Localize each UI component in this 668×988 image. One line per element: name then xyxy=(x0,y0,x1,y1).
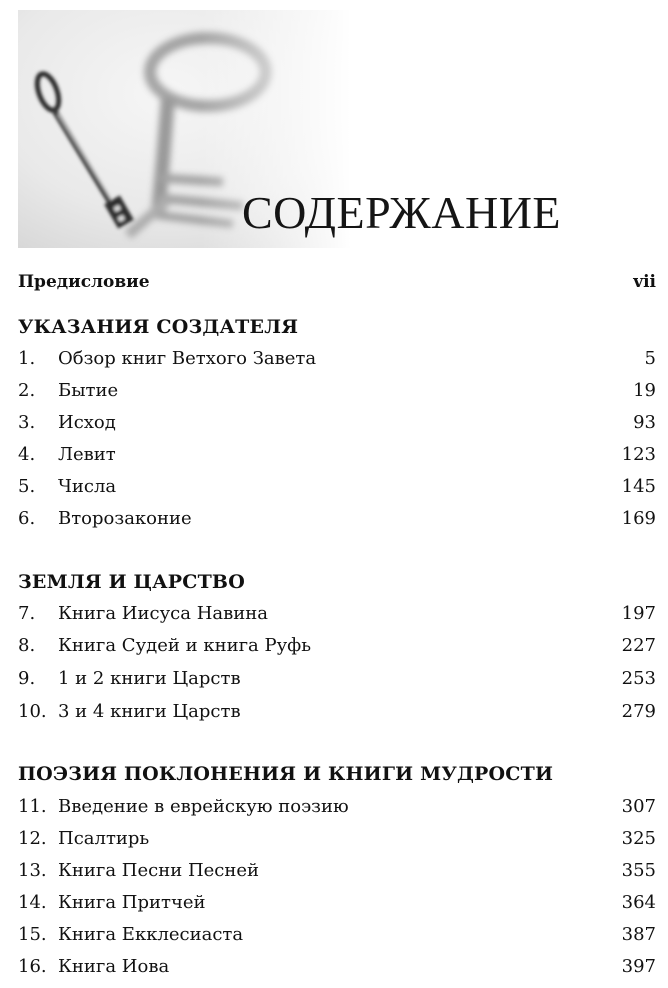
section-heading: ЗЕМЛЯ И ЦАРСТВО xyxy=(18,571,245,593)
toc-entry[interactable] xyxy=(18,377,656,405)
toc-entry-page: 253 xyxy=(621,668,656,689)
toc-entry-number: 7. xyxy=(18,603,36,624)
toc-entry-title: Введение в еврейскую поэзию xyxy=(58,796,349,817)
toc-entry[interactable] xyxy=(18,793,656,821)
toc-entry-title: Книга Песни Песней xyxy=(58,860,260,881)
toc-entry-page: 387 xyxy=(621,924,656,945)
page-title: СОДЕРЖАНИЕ xyxy=(242,187,562,238)
toc-entry-title: 3 и 4 книги Царств xyxy=(58,701,241,722)
toc-entry-title: 1 и 2 книги Царств xyxy=(58,668,241,689)
toc-entry-title: Левит xyxy=(58,444,116,465)
toc-entry-title: Второзаконие xyxy=(58,508,192,529)
toc-entry[interactable] xyxy=(18,409,656,437)
toc-entry-number: 8. xyxy=(18,635,36,656)
toc-entry-title: Обзор книг Ветхого Завета xyxy=(58,348,317,369)
toc-entry[interactable] xyxy=(18,825,656,853)
toc-entry-number: 14. xyxy=(18,892,47,913)
toc-entry[interactable] xyxy=(18,600,656,628)
toc-entry-number: 15. xyxy=(18,924,47,945)
toc-entry-number: 10. xyxy=(18,701,47,722)
toc-entry-title: Числа xyxy=(58,476,117,497)
toc-entry-page: 279 xyxy=(621,701,656,722)
toc-entry-page: 307 xyxy=(621,796,656,817)
toc-entry-title: Книга Судей и книга Руфь xyxy=(58,635,312,656)
toc-entry-page: 93 xyxy=(633,412,656,433)
toc-entry-number: 6. xyxy=(18,508,36,529)
toc-entry-title: Книга Екклесиаста xyxy=(58,924,244,945)
toc-entry[interactable] xyxy=(18,441,656,469)
toc-entry-page: 169 xyxy=(621,508,656,529)
section-heading: УКАЗАНИЯ СОЗДАТЕЛЯ xyxy=(18,316,299,338)
toc-entry-number: 11. xyxy=(18,796,47,817)
toc-entry-page: 227 xyxy=(621,635,656,656)
toc-entry-page: 145 xyxy=(621,476,656,497)
toc-entry-title: Бытие xyxy=(58,380,119,401)
section-heading: ПОЭЗИЯ ПОКЛОНЕНИЯ И КНИГИ МУДРОСТИ xyxy=(18,763,554,785)
toc-entry-title: Исход xyxy=(58,412,116,433)
toc-entry-title: Книга Иова xyxy=(58,956,170,977)
toc-entry-page: 5 xyxy=(644,348,656,369)
toc-entry-preface[interactable] xyxy=(18,268,656,296)
toc-entry[interactable] xyxy=(18,505,656,533)
toc-entry-title: Книга Притчей xyxy=(58,892,206,913)
toc-entry-number: 12. xyxy=(18,828,47,849)
toc-entry-number: 5. xyxy=(18,476,36,497)
toc-entry[interactable] xyxy=(18,632,656,660)
toc-entry[interactable] xyxy=(18,345,656,373)
toc-entry-page: vii xyxy=(633,272,656,292)
toc-entry[interactable] xyxy=(18,889,656,917)
toc-entry-page: 197 xyxy=(621,603,656,624)
toc-entry-title: Книга Иисуса Навина xyxy=(58,603,268,624)
toc-entry[interactable] xyxy=(18,857,656,885)
toc-entry-number: 3. xyxy=(18,412,36,433)
toc-entry-page: 397 xyxy=(621,956,656,977)
toc-entry[interactable] xyxy=(18,953,656,981)
toc-entry-title: Псалтирь xyxy=(58,828,150,849)
toc-entry-number: 4. xyxy=(18,444,36,465)
toc-entry-title: Предисловие xyxy=(18,272,150,292)
toc-entry-page: 364 xyxy=(621,892,656,913)
toc-entry[interactable] xyxy=(18,698,656,726)
toc-entry-page: 355 xyxy=(621,860,656,881)
toc-entry[interactable] xyxy=(18,473,656,501)
toc-entry[interactable] xyxy=(18,665,656,693)
toc-entry[interactable] xyxy=(18,921,656,949)
toc-entry-number: 1. xyxy=(18,348,36,369)
toc-entry-number: 13. xyxy=(18,860,47,881)
toc-entry-number: 9. xyxy=(18,668,36,689)
toc-entry-number: 2. xyxy=(18,380,36,401)
toc-entry-number: 16. xyxy=(18,956,47,977)
toc-entry-page: 325 xyxy=(621,828,656,849)
toc-entry-page: 123 xyxy=(621,444,656,465)
toc-entry-page: 19 xyxy=(633,380,656,401)
